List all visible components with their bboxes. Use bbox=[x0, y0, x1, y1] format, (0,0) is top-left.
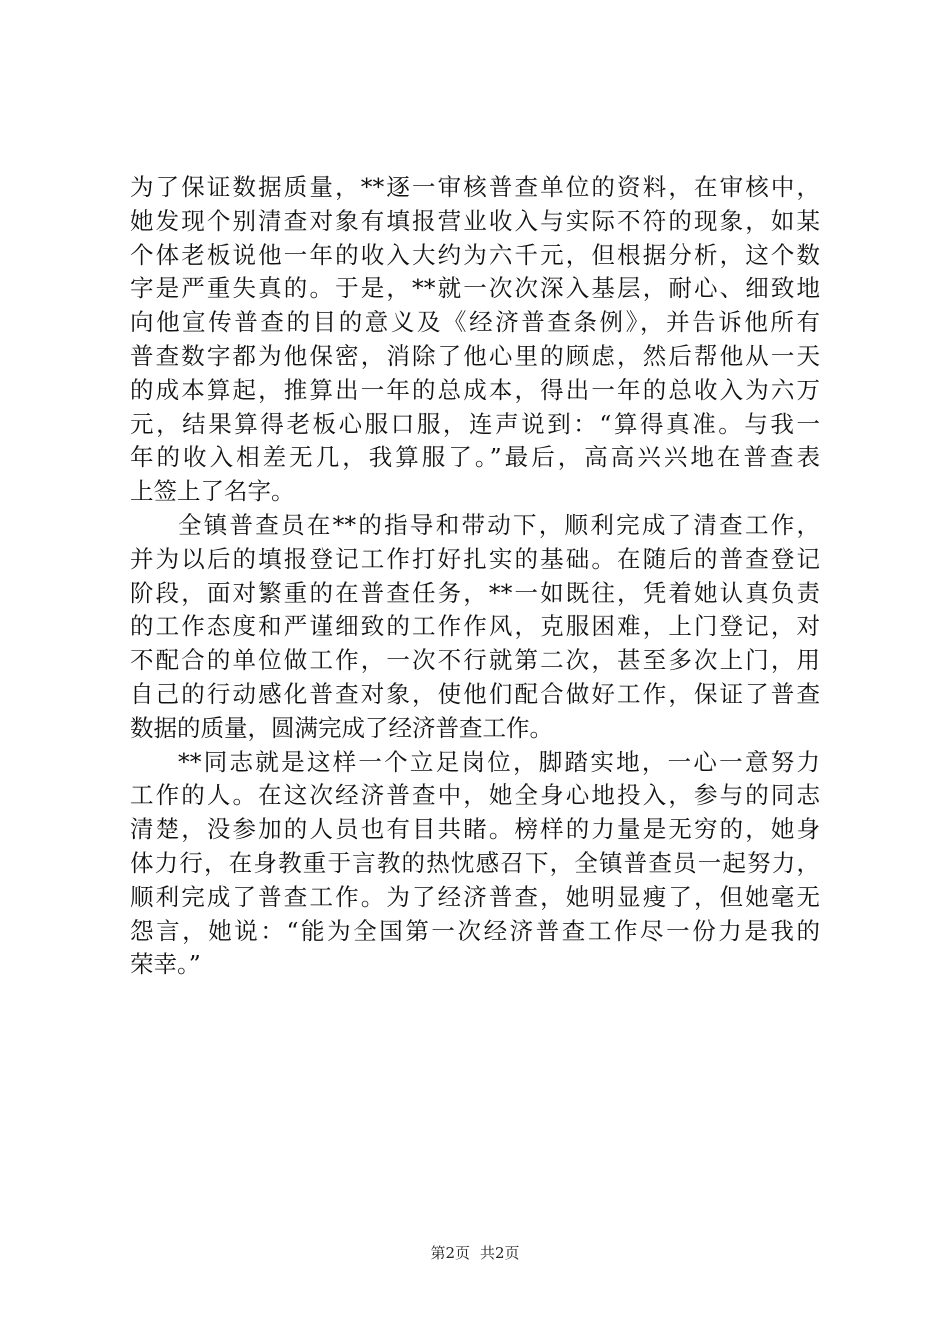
text-line: 自己的行动感化普查对象，使他们配合做好工作，保证了普查 bbox=[130, 679, 820, 708]
text-line: 的成本算起，推算出一年的总成本，得出一年的总收入为六万 bbox=[130, 375, 820, 404]
text-line: 并为以后的填报登记工作打好扎实的基础。在随后的普查登记 bbox=[130, 544, 820, 573]
body-text bbox=[130, 171, 820, 982]
text-line: 顺利完成了普查工作。为了经济普查，她明显瘦了，但她毫无 bbox=[130, 882, 820, 911]
text-line: 个体老板说他一年的收入大约为六千元，但根据分析，这个数 bbox=[130, 240, 820, 269]
page-total: 共2页 bbox=[480, 1244, 520, 1262]
text-line: 为了保证数据质量，**逐一审核普查单位的资料，在审核中， bbox=[130, 173, 820, 201]
page-footer bbox=[0, 1243, 950, 1263]
text-line: 年的收入相差无几，我算服了。”最后，高高兴兴地在普查表 bbox=[130, 443, 820, 472]
text-line: 怨言，她说：“能为全国第一次经济普查工作尽一份力是我的 bbox=[130, 916, 820, 945]
text-line: 的工作态度和严谨细致的工作作风，克服困难，上门登记，对 bbox=[130, 612, 820, 641]
text-line: 数据的质量，圆满完成了经济普查工作。 bbox=[130, 713, 553, 742]
text-line: 普查数字都为他保密，消除了他心里的顾虑，然后帮他从一天 bbox=[130, 341, 820, 370]
text-line: 字是严重失真的。于是，**就一次次深入基层，耐心、细致地 bbox=[130, 274, 820, 303]
text-line: 体力行，在身教重于言教的热忱感召下，全镇普查员一起努力， bbox=[130, 848, 820, 877]
text-line: 荣幸。” bbox=[130, 950, 201, 979]
paragraph-3 bbox=[130, 746, 820, 983]
text-line: 向他宣传普查的目的意义及《经济普查条例》，并告诉他所有 bbox=[130, 308, 820, 337]
text-line: 不配合的单位做工作，一次不行就第二次，甚至多次上门，用 bbox=[130, 646, 820, 675]
text-line: 清楚，没参加的人员也有目共睹。榜样的力量是无穷的，她身 bbox=[130, 815, 820, 844]
text-line: 全镇普查员在**的指导和带动下，顺利完成了清查工作， bbox=[178, 510, 820, 539]
text-line: **同志就是这样一个立足岗位，脚踏实地，一心一意努力 bbox=[178, 747, 820, 776]
text-line: 元，结果算得老板心服口服，连声说到：“算得真准。与我一 bbox=[130, 409, 820, 438]
text-line: 工作的人。在这次经济普查中，她全身心地投入，参与的同志 bbox=[130, 781, 820, 810]
paragraph-2 bbox=[130, 509, 820, 746]
text-line: 上签上了名字。 bbox=[130, 477, 295, 506]
text-line: 她发现个别清查对象有填报营业收入与实际不符的现象，如某 bbox=[130, 206, 820, 235]
text-line: 阶段，面对繁重的在普查任务，**一如既往，凭着她认真负责 bbox=[130, 578, 820, 607]
paragraph-1 bbox=[130, 171, 820, 509]
page-number: 第2页 bbox=[430, 1244, 470, 1262]
